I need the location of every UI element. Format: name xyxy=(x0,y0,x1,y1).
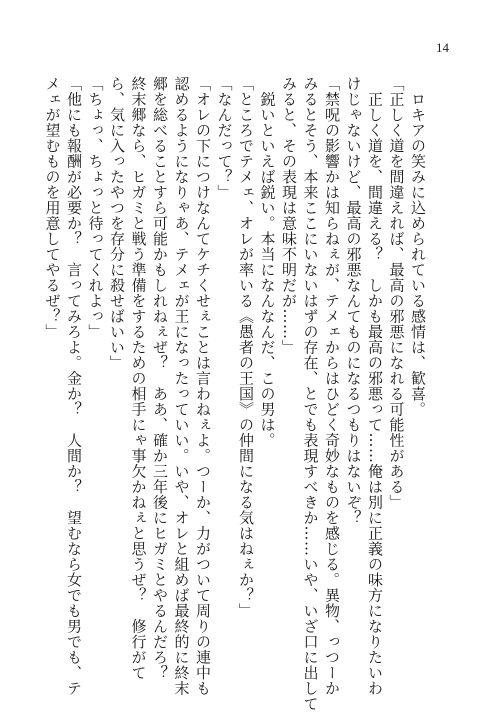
text-line: 鋭いといえば鋭い。本当になんなんだ、この男は。 xyxy=(258,76,277,448)
text-line: 「ところでテメェ、オレが率いる《愚者の王国》の仲間になる気はねぇか？」 xyxy=(237,76,255,619)
text-line: 正しく道を、間違える？ しかも最高の邪悪って……俺は別に正義の味方になりたいわ xyxy=(366,76,384,696)
text-line: 「他にも報酬が必要か？ 言ってみろよ。金か？ 人間か？ 望むなら女でも男でも、テ xyxy=(65,76,83,696)
text-line: 「なんだって？」 xyxy=(215,76,234,200)
text-line: ら、気に入ったやつを存分に殺せばいい」 xyxy=(108,76,126,371)
text-line: みるとそう、本来ここにいないはずの存在、とでも表現すべきか……いや、いざ口に出して xyxy=(301,76,320,712)
page-number: 14 xyxy=(436,40,449,55)
text-line: ロキアの笑みに込められている感情は、歓喜。 xyxy=(409,76,427,417)
text-line: 郷を総べることすら可能かもしれねぇぜ？ ああ、確か三年後にヒガミとやるんだろ？ xyxy=(151,76,169,681)
text-line: 「正しく道を間違えれば、最高の邪悪になれる可能性がある」 xyxy=(387,76,406,510)
text-line: 「オレの下につけなんてケチくせぇことは言わねぇよ。つーか、力がついて周りの連中も xyxy=(194,76,212,696)
text-line: メェが望むものを用意してやるぜ？」 xyxy=(43,76,62,340)
text-line: 「禁呪の影響かは知らねぇが、テメェからはひどく奇妙なものを感じる。異物、っつーか xyxy=(323,76,341,696)
text-line: 「ちょっ、ちょっと待ってくれよっ」 xyxy=(86,76,105,340)
novel-text-column-block xyxy=(41,76,428,712)
text-line: けじゃないけど、最高の邪悪なんてものになるつもりはないぞ？ xyxy=(344,76,363,526)
text-line: 終末郷なら、ヒガミと戦う準備をするための相手にゃ事欠かねぇと思うぜ？ 修行がて xyxy=(129,76,148,681)
text-line: みると、その表現は意味不明だが……」 xyxy=(280,76,298,355)
text-line: 認めるようになりゃあ、テメェが王になったっていい。いや、オレと組めば最終的に終末 xyxy=(172,76,191,696)
